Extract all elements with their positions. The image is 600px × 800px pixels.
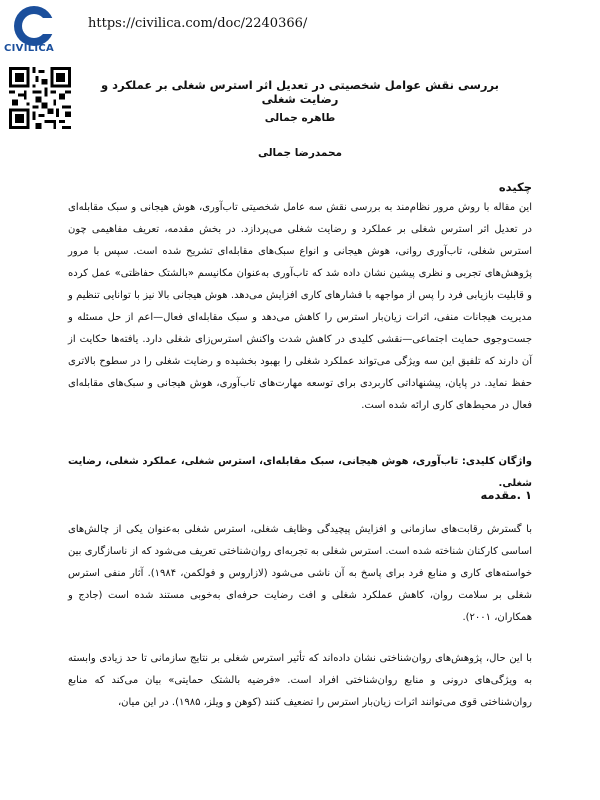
- abstract-text: این مقاله با روش مرور نظام‌مند به بررسی نقش سه عامل شخصیتی تاب‌آوری، هوش هیجانی و سبک مقابله‌ای در تعدیل اثر استرس شغلی بر عملکرد و رضایت شغلی می‌پردازد. در بخش مقدمه، تعریف مفاهیمی چون استرس شغلی، تاب‌آوری روانی، هوش هیجانی و انواع سبک‌های مقابله‌ای تشریح شده است. سپس با مرور پژوهش‌های تجربی و نظری پیشین نشان داده شد که تاب‌آوری به‌عنوان مکانیسم «بالشتک حفاظتی» عمل کرده و قابلیت بازیابی فرد را پس از مواجهه با فشارهای کاری افزایش می‌دهد. هوش هیجانی بالا نیز با توانایی تنظیم و مدیریت هیجانات منفی، اثرات زیان‌بار استرس را کاهش می‌دهد و سبک مقابله‌ای فعال—اعم از حل مسئله و جست‌وجوی حمایت اجتماعی—نقشی کلیدی در کاهش شدت واکنش استرس‌زای شغلی دارد. یافته‌ها حکایت از آن دارند که تلفیق این سه ویژگی می‌تواند عملکرد شغلی را بهبود بخشیده و رضایت شغلی را در سطوح بالاتری حفظ نماید. در پایان، پیشنهاداتی کاربردی برای توسعه مهارت‌های تاب‌آوری، هوش هیجانی و سبک‌های مقابله‌ای فعال در محیط‌های کاری ارائه شده است.: [68, 202, 532, 411]
- author-name: محمدرضا جمالی: [257, 147, 343, 159]
- body-paragraph: با این حال، پژوهش‌های روان‌شناختی نشان داده‌اند که تأثیر استرس شغلی بر نتایج سازمانی تا حد زیادی وابسته به ویژگی‌های درونی و منابع روان‌شناختی افراد است. «فرضیه بالشتک حمایتی» بیان می‌کند که منابع روان‌شناختی قوی می‌توانند اثرات زیان‌بار استرس را تضعیف کنند (کوهن و ویلز، ۱۹۸۵). در این میان،: [68, 653, 532, 708]
- introduction-heading: ۱ .مقدمه: [480, 488, 532, 502]
- document-url[interactable]: https://civilica.com/doc/2240366/: [88, 16, 308, 31]
- keywords: واژگان کلیدی: تاب‌آوری، هوش هیجانی، سبک مقابله‌ای، استرس شغلی، عملکرد شغلی، رضایت شغلی.: [68, 456, 532, 489]
- logo-text: CIVILICA: [4, 43, 55, 54]
- author-name: طاهره جمالی: [264, 112, 336, 124]
- paper-title: بررسی نقش عوامل شخصیتی در تعدیل اثر استرس شغلی بر عملکرد و رضایت شغلی: [101, 78, 499, 106]
- abstract-heading: چکیده: [498, 180, 532, 194]
- body-paragraph: با گسترش رقابت‌های سازمانی و افزایش پیچیدگی وظایف شغلی، استرس شغلی به‌عنوان یکی از چالش‌های اساسی کارکنان شناخته شده است. استرس شغلی به تجربه‌ای روان‌شناختی تعریف می‌شود که از ناسازگاری بین خواسته‌های کاری و منابع فرد برای پاسخ به آن ناشی می‌شود (لازاروس و فولکمن، ۱۹۸۴). آثار منفی استرس شغلی بر سلامت روان، کاهش عملکرد شغلی و افت رضایت حرفه‌ای به‌خوبی مستند شده است (جادج و همکاران، ۲۰۰۱).: [68, 524, 532, 623]
